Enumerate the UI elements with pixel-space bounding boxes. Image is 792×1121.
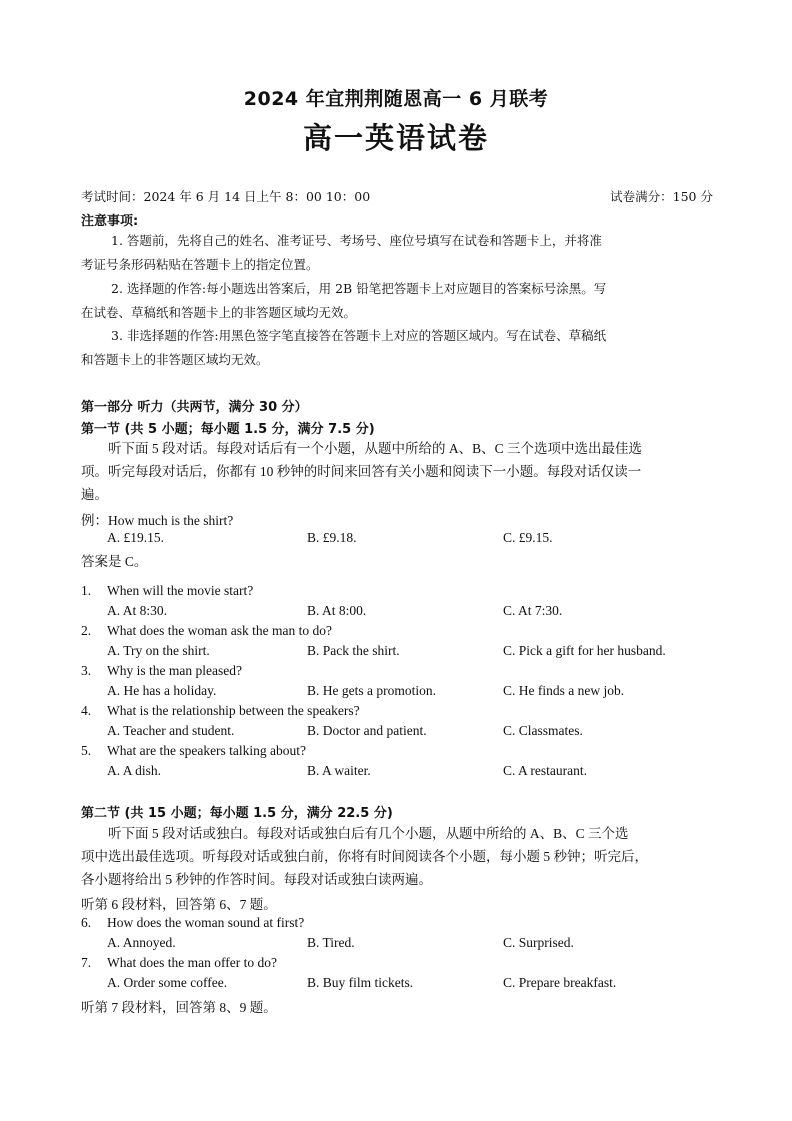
option-b: B. A waiter. xyxy=(307,763,371,778)
full-score: 试卷满分：150 分 xyxy=(610,189,713,204)
question-number: 6. xyxy=(81,915,92,930)
question-text: What does the man offer to do? xyxy=(107,955,277,970)
notice-line: 2. 选择题的作答:每小题选出答案后，用 2B 铅笔把答题卡上对应题目的答案标号涂黑。写 xyxy=(111,281,607,296)
option-c: C. Classmates. xyxy=(503,723,583,738)
example-answer: 答案是 C。 xyxy=(81,554,148,569)
exam-time: 考试时间：2024 年 6 月 14 日上午 8：00 10：00 xyxy=(81,189,371,204)
part1-heading: 第一部分 听力（共两节，满分 30 分） xyxy=(81,400,308,415)
notice-item-1 xyxy=(81,229,715,277)
option-a: A. A dish. xyxy=(107,763,162,778)
example-option-a: A. £19.15. xyxy=(107,530,164,545)
option-b: B. At 8:00. xyxy=(307,603,367,618)
example-question: 例：How much is the shirt? xyxy=(81,513,234,528)
option-b: B. Pack the shirt. xyxy=(307,643,400,658)
question-text: What does the woman ask the man to do? xyxy=(107,623,332,638)
option-c: C. Pick a gift for her husband. xyxy=(503,643,666,658)
notice-line: 3. 非选择题的作答:用黑色签字笔直接答在答题卡上对应的答题区域内。写在试卷、草稿纸 xyxy=(111,328,607,343)
instruction-line: 听下面 5 段对话或独白。每段对话或独白后有几个小题，从题中所给的 A、B、C 三个选 xyxy=(108,826,629,841)
question-number: 4. xyxy=(81,703,92,718)
notice-line: 在试卷、草稿纸和答题卡上的非答题区域均无效。 xyxy=(81,305,357,320)
option-a: A. Try on the shirt. xyxy=(107,643,210,658)
option-b: B. He gets a promotion. xyxy=(307,683,436,698)
material-note: 听第 6 段材料，回答第 6、7 题。 xyxy=(81,897,277,912)
instruction-line: 项。听完每段对话后，你都有 10 秒钟的时间来回答有关小题和阅读下一小题。每段对话仅读一 xyxy=(81,464,642,479)
instruction-line: 各小题将给出 5 秒钟的作答时间。每段对话或独白读两遍。 xyxy=(81,872,432,887)
example-option-c: C. £9.15. xyxy=(503,530,553,545)
question-number: 1. xyxy=(81,583,92,598)
notice-line: 和答题卡上的非答题区域均无效。 xyxy=(81,352,269,367)
option-c: C. A restaurant. xyxy=(503,763,587,778)
option-a: A. He has a holiday. xyxy=(107,683,217,698)
option-a: A. Annoyed. xyxy=(107,935,176,950)
option-a: A. At 8:30. xyxy=(107,603,168,618)
question-text: How does the woman sound at first? xyxy=(107,915,305,930)
option-b: B. Buy film tickets. xyxy=(307,975,414,990)
option-b: B. Tired. xyxy=(307,935,355,950)
notice-item-2 xyxy=(81,277,715,325)
notice-line: 1. 答题前，先将自己的姓名、准考证号、考场号、座位号填写在试卷和答题卡上，并将准 xyxy=(111,233,602,248)
notice-heading: 注意事项: xyxy=(81,214,139,229)
question-text: Why is the man pleased? xyxy=(107,663,242,678)
section1-heading: 第一节 (共 5 小题；每小题 1.5 分，满分 7.5 分) xyxy=(81,422,375,437)
notice-item-3 xyxy=(81,324,715,372)
option-a: A. Order some coffee. xyxy=(107,975,228,990)
notice-line: 考证号条形码粘贴在答题卡上的指定位置。 xyxy=(81,257,319,272)
option-c: C. Surprised. xyxy=(503,935,574,950)
option-c: C. He finds a new job. xyxy=(503,683,625,698)
question-text: When will the movie start? xyxy=(107,583,254,598)
question-number: 7. xyxy=(81,955,92,970)
option-c: C. Prepare breakfast. xyxy=(503,975,617,990)
question-number: 2. xyxy=(81,623,92,638)
section2-heading: 第二节 (共 15 小题；每小题 1.5 分，满分 22.5 分) xyxy=(81,806,393,821)
instruction-line: 遍。 xyxy=(81,487,108,502)
question-number: 5. xyxy=(81,743,92,758)
section2-instructions xyxy=(81,822,715,891)
exam-subtitle: 高一英语试卷 xyxy=(302,121,489,155)
example-option-b: B. £9.18. xyxy=(307,530,357,545)
question-text: What is the relationship between the speakers? xyxy=(107,703,360,718)
option-a: A. Teacher and student. xyxy=(107,723,235,738)
exam-title: 2024 年宜荆荆随恩高一 6 月联考 xyxy=(243,88,549,110)
question-number: 3. xyxy=(81,663,92,678)
instruction-line: 听下面 5 段对话。每段对话后有一个小题，从题中所给的 A、B、C 三个选项中选出最佳选 xyxy=(108,441,643,456)
question-text: What are the speakers talking about? xyxy=(107,743,307,758)
option-c: C. At 7:30. xyxy=(503,603,563,618)
section1-instructions xyxy=(81,437,715,506)
instruction-line: 项中选出最佳选项。听每段对话或独白前，你将有时间阅读各个小题，每小题 5 秒钟；听完后， xyxy=(81,849,648,864)
material-note: 听第 7 段材料，回答第 8、9 题。 xyxy=(81,1000,277,1015)
option-b: B. Doctor and patient. xyxy=(307,723,427,738)
